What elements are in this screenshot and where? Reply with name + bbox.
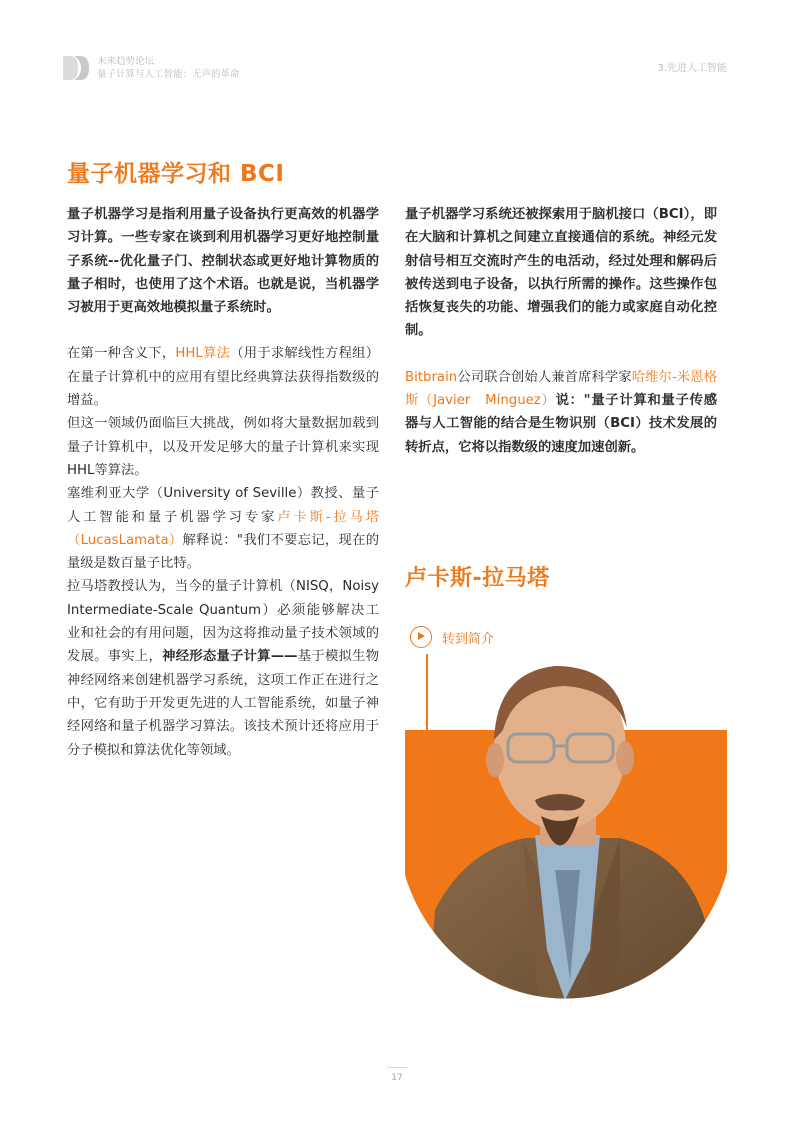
challenge-paragraph: 但这一领域仍面临巨大挑战，例如将大量数据加载到量子计算机中，以及开发足够大的量子计算机来实现 HHL等算法。 <box>67 416 379 478</box>
hhl-algorithm-link[interactable]: HHL算法 <box>175 346 231 362</box>
minguez-link[interactable]: 哈维尔-米恩格斯（Javier Mínguez） <box>405 369 717 409</box>
portrait-photo <box>405 650 727 1050</box>
intro-paragraph: 量子机器学习是指利用量子设备执行更高效的机器学习计算。一些专家在谈到利用机器学习更好地控制量子系统--优化量子门、控制状态或更好地计算物质的量子相时，也使用了这个术语。也就是说，当机器学习被用于更高效地模拟量子系统时。 <box>67 207 379 316</box>
goto-profile-link[interactable] <box>410 625 494 649</box>
lamata-paragraph: 塞维利亚大学（University of Seville）教授、量子人工智能和量子机器学习专家卢卡斯-拉马塔（LucasLamata）解释说："我们不要忘记，现在的量级是数百量子比特。 <box>67 486 379 572</box>
play-circle-icon <box>410 626 432 648</box>
header-report-title: 量子计算与人工智能：无声的革命 <box>97 69 240 80</box>
section-title: 量子机器学习和 BCI <box>67 161 285 187</box>
hhl-paragraph: 在第一种含义下，HHL算法（用于求解线性方程组）在量子计算机中的应用有望比经典算法获得指数级的增益。 <box>67 346 380 409</box>
header-section-label: 3.先进人工智能 <box>657 63 727 74</box>
header-forum-name: 未来趋势论坛 <box>97 56 155 67</box>
minguez-quote: Bitbrain公司联合创始人兼首席科学家哈维尔-米恩格斯（Javier Mínguez）说："量子计算和量子传感器与人工智能的结合是生物识别（BCI）技术发展的转折点，它将以指数级的速度加速创新。 <box>405 369 717 455</box>
right-column <box>405 203 717 459</box>
bci-paragraph: 量子机器学习系统还被探索用于脑机接口（BCI），即在大脑和计算机之间建立直接通信的系统。神经元发射信号相互交流时产生的电活动，经过处理和解码后被传送到电子设备，以执行所需的操作。这些操作包括恢复丧失的功能、增强我们的能力或家庭自动化控制。 <box>405 207 717 339</box>
forum-logo-icon <box>63 56 91 80</box>
bitbrain-link[interactable]: Bitbrain <box>405 369 458 385</box>
profile-name: 卢卡斯-拉马塔 <box>405 566 550 591</box>
page-header <box>63 52 735 86</box>
nisq-paragraph: 拉马塔教授认为，当今的量子计算机（NISQ，Noisy Intermediate-Scale Quantum）必须能够解决工业和社会的有用问题，因为这将推动量子技术领域的发展。事实上，神经形态量子计算——基于模拟生物神经网络来创建机器学习系统，这项工作正在进行之中，它有助于开发更先进的人工智能系统，如量子神经网络和量子机器学习算法。该技术预计还将应用于分子模拟和算法优化等领域。 <box>67 579 380 758</box>
left-column <box>67 203 379 762</box>
header-titles <box>97 55 240 81</box>
goto-profile-label: 转到简介 <box>442 631 495 647</box>
lamata-link[interactable]: 卢卡斯-拉马塔（LucasLamata） <box>67 509 379 548</box>
page-number: 17 <box>391 1073 403 1083</box>
footer-divider <box>387 1067 407 1068</box>
